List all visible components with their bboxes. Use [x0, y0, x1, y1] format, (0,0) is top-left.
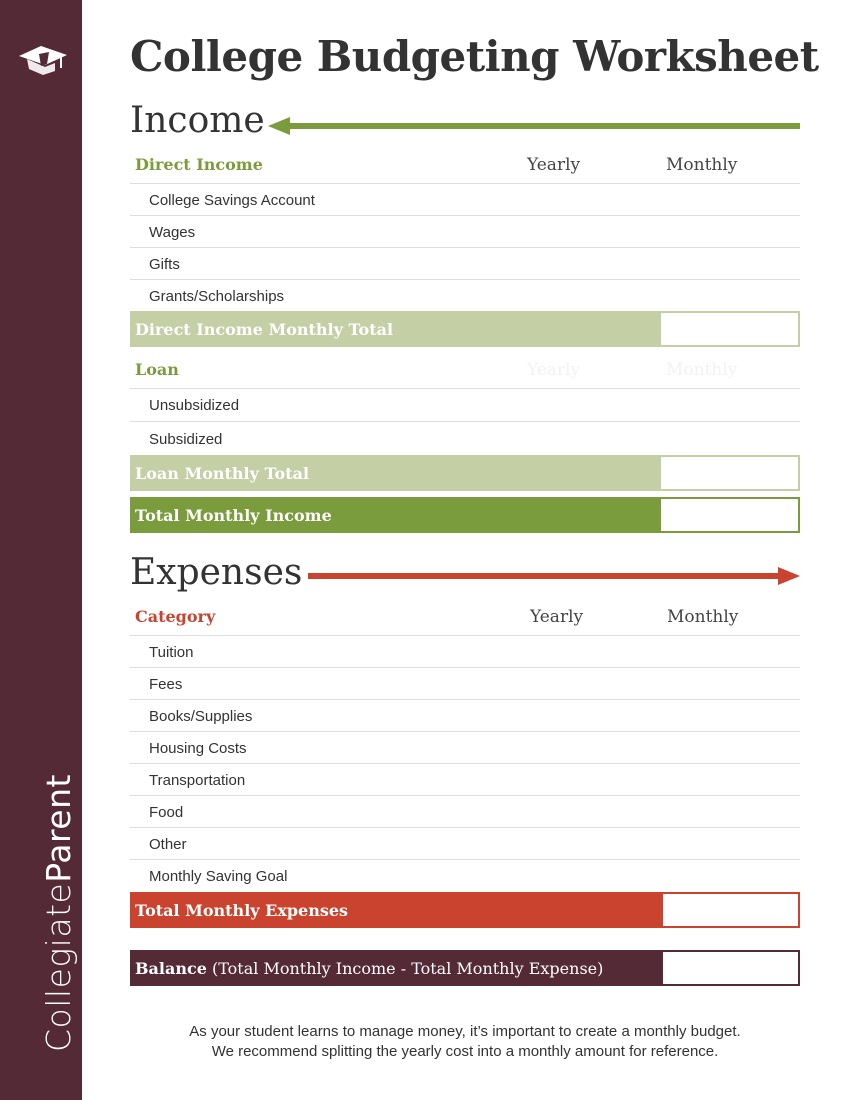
- row-label: Grants/Scholarships: [149, 288, 285, 305]
- direct-yearly-header: Yearly: [527, 155, 581, 175]
- row-label: Other: [149, 836, 187, 853]
- expenses-monthly-header: Monthly: [667, 607, 739, 627]
- income-row-gifts[interactable]: [130, 248, 800, 280]
- loan-yearly-header: Yearly: [527, 360, 581, 380]
- loan-row-subsidized[interactable]: [130, 423, 800, 456]
- expense-row-transportation[interactable]: [130, 764, 800, 796]
- row-label: Fees: [149, 676, 183, 693]
- expenses-heading: Expenses: [130, 552, 303, 593]
- direct-income-total-bar: [130, 311, 800, 347]
- expenses-yearly-header: Yearly: [530, 607, 584, 627]
- brand-wordmark: [39, 774, 78, 1052]
- expense-row-food[interactable]: [130, 796, 800, 828]
- balance-label: [135, 959, 603, 978]
- sidebar: [0, 0, 82, 1100]
- income-row-wages[interactable]: [130, 216, 800, 248]
- footer-line-1: As your student learns to manage money, it’s important to create a monthly budget.: [189, 1023, 741, 1040]
- row-label: Transportation: [149, 772, 246, 789]
- brand-bold: Parent: [39, 774, 78, 883]
- expense-row-fees[interactable]: [130, 668, 800, 700]
- row-label: Unsubsidized: [149, 397, 240, 414]
- income-heading: Income: [130, 100, 265, 141]
- page-title: College Budgeting Worksheet: [130, 32, 819, 81]
- loan-total-field[interactable]: [659, 455, 800, 491]
- row-label: Gifts: [149, 256, 180, 273]
- arrow-left-icon: [268, 116, 802, 136]
- expense-row-housing[interactable]: [130, 732, 800, 764]
- category-label: Category: [135, 607, 216, 626]
- direct-income-label: Direct Income: [135, 155, 263, 174]
- row-label: Monthly Saving Goal: [149, 868, 288, 885]
- loan-total-label: Loan Monthly Total: [135, 464, 310, 483]
- direct-monthly-header: Monthly: [666, 155, 738, 175]
- row-label: Housing Costs: [149, 740, 247, 757]
- loan-monthly-header: Monthly: [666, 360, 738, 380]
- balance-label-rest: (Total Monthly Income - Total Monthly Expense): [206, 959, 604, 978]
- balance-field[interactable]: [661, 950, 800, 986]
- total-income-field[interactable]: [659, 497, 800, 533]
- direct-income-total-field[interactable]: [659, 311, 800, 347]
- total-expenses-bar: [130, 892, 800, 928]
- total-expenses-label: Total Monthly Expenses: [135, 901, 349, 920]
- income-row-college-savings[interactable]: [130, 184, 800, 216]
- balance-label-bold: Balance: [135, 959, 207, 978]
- loan-row-unsubsidized[interactable]: [130, 389, 800, 422]
- footer-note: [130, 1022, 800, 1062]
- total-expenses-field[interactable]: [661, 892, 800, 928]
- expense-row-tuition[interactable]: [130, 636, 800, 668]
- expense-row-other[interactable]: [130, 828, 800, 860]
- row-label: College Savings Account: [149, 192, 315, 209]
- expense-row-saving-goal[interactable]: [130, 860, 800, 892]
- row-label: Subsidized: [149, 431, 223, 448]
- loan-total-bar: [130, 455, 800, 491]
- brand-light: Collegiate: [39, 882, 78, 1052]
- total-income-bar: [130, 497, 800, 533]
- footer-line-2: We recommend splitting the yearly cost into a monthly amount for reference.: [211, 1043, 719, 1060]
- row-label: Books/Supplies: [149, 708, 253, 725]
- total-income-label: Total Monthly Income: [135, 506, 332, 525]
- arrow-right-icon: [308, 566, 802, 586]
- graduation-cap-icon: [17, 42, 69, 76]
- direct-income-total-label: Direct Income Monthly Total: [135, 320, 394, 339]
- row-label: Tuition: [149, 644, 194, 661]
- expense-row-books[interactable]: [130, 700, 800, 732]
- row-label: Wages: [149, 224, 196, 241]
- income-row-grants[interactable]: [130, 280, 800, 312]
- loan-label: Loan: [135, 360, 179, 379]
- balance-bar: [130, 950, 800, 986]
- row-label: Food: [149, 804, 184, 821]
